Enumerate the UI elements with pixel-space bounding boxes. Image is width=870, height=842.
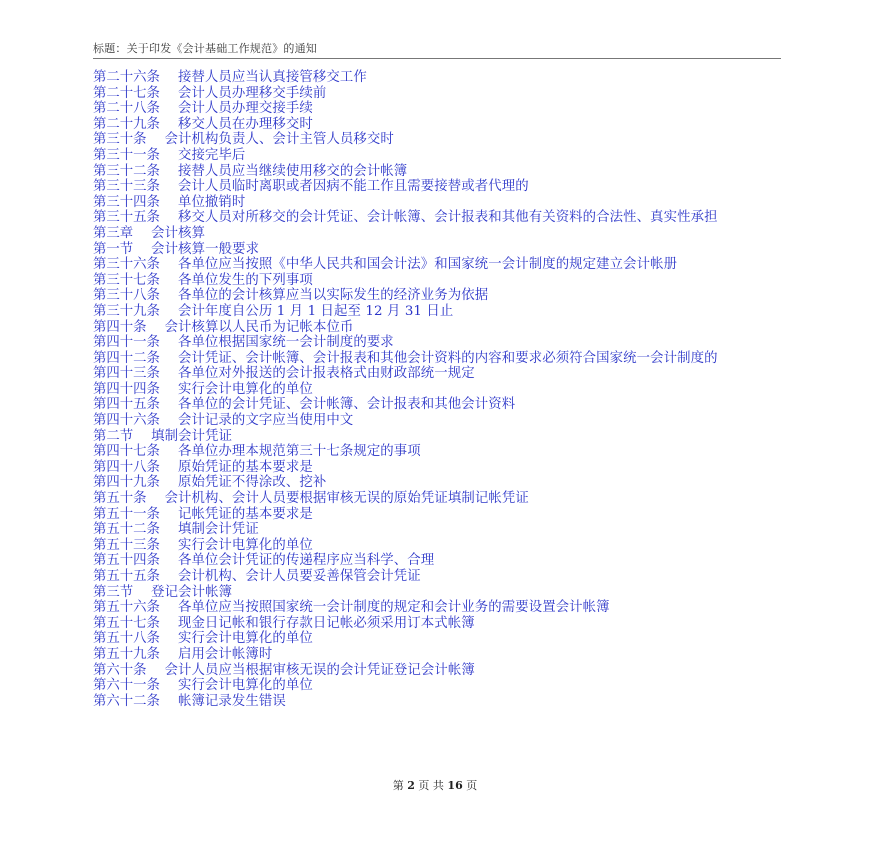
toc-item-number: 第二十六条 xyxy=(93,70,160,85)
toc-item[interactable] xyxy=(93,117,781,133)
toc-item-number: 第四十二条 xyxy=(93,350,160,366)
footer-total-pages: 16 xyxy=(447,779,463,792)
toc-item-number: 第二节 xyxy=(93,428,134,444)
toc-item-text: 现金日记帐和银行存款日记帐必须采用订本式帐簿 xyxy=(177,615,475,631)
toc-item-number: 第一节 xyxy=(93,241,134,257)
toc-item-text: 接替人员应当认真接管移交工作 xyxy=(177,70,367,85)
toc-item[interactable] xyxy=(93,335,781,351)
toc-item-text: 填制会计凭证 xyxy=(151,428,233,444)
toc-item-number: 第四十七条 xyxy=(93,444,160,460)
toc-item-number: 第二十七条 xyxy=(93,85,160,101)
toc-item-text: 单位撤销时 xyxy=(177,194,246,210)
toc-item-text: 会计年度自公历 1 月 1 日起至 12 月 31 日止 xyxy=(177,303,454,319)
toc-item[interactable] xyxy=(93,569,781,585)
toc-item[interactable] xyxy=(93,351,781,367)
toc-item-number: 第六十二条 xyxy=(93,693,160,709)
toc-item-number: 第五十一条 xyxy=(93,506,160,522)
toc-item-number: 第四十八条 xyxy=(93,459,160,475)
toc-item[interactable] xyxy=(93,585,781,601)
toc-item[interactable] xyxy=(93,600,781,616)
toc-item-text: 各单位会计凭证的传递程序应当科学、合理 xyxy=(177,553,435,569)
toc-item-number: 第三十九条 xyxy=(93,303,160,319)
toc-item-number: 第五十八条 xyxy=(93,631,160,647)
page-header-title: 标题：关于印发《会计基础工作规范》的通知 xyxy=(93,42,317,55)
footer-suffix: 页 xyxy=(466,779,478,792)
footer-middle: 页 共 xyxy=(418,779,444,792)
footer-prefix: 第 xyxy=(392,779,404,792)
toc-item-number: 第五十三条 xyxy=(93,537,160,553)
toc-item[interactable] xyxy=(93,242,781,258)
toc-item-text: 各单位应当按照国家统一会计制度的规定和会计业务的需要设置会计帐簿 xyxy=(177,600,610,616)
toc-item[interactable] xyxy=(93,320,781,336)
toc-item[interactable] xyxy=(93,429,781,445)
toc-item-number: 第六十一条 xyxy=(93,678,160,694)
toc-item-text: 各单位办理本规范第三十七条规定的事项 xyxy=(177,444,421,460)
toc-item[interactable] xyxy=(93,304,781,320)
toc-item[interactable] xyxy=(93,195,781,211)
toc-item-number: 第四十条 xyxy=(93,319,147,335)
toc-item-text: 会计核算以人民币为记帐本位币 xyxy=(164,319,354,335)
toc-item[interactable] xyxy=(93,86,781,102)
toc-item-text: 帐簿记录发生错误 xyxy=(177,693,286,709)
toc-item-number: 第五十七条 xyxy=(93,615,160,631)
toc-item[interactable] xyxy=(93,647,781,663)
toc-item-number: 第四十九条 xyxy=(93,475,160,491)
toc-item[interactable] xyxy=(93,678,781,694)
toc-item-text: 实行会计电算化的单位 xyxy=(177,678,313,694)
toc-item-text: 原始凭证的基本要求是 xyxy=(177,459,313,475)
toc-item-text: 交接完毕后 xyxy=(177,147,246,163)
toc-item[interactable] xyxy=(93,70,781,86)
toc-item-number: 第六十条 xyxy=(93,662,147,678)
toc-item-number: 第四十三条 xyxy=(93,366,160,382)
toc-item-number: 第五十五条 xyxy=(93,569,160,584)
toc-item-text: 会计记录的文字应当使用中文 xyxy=(177,413,354,429)
toc-item-text: 会计人员办理移交手续前 xyxy=(177,85,327,101)
footer-page-number: 2 xyxy=(407,779,415,792)
toc-list xyxy=(93,70,781,709)
toc-item-text: 会计核算 xyxy=(151,225,206,241)
toc-item[interactable] xyxy=(93,522,781,538)
toc-item-number: 第四十四条 xyxy=(93,381,160,397)
toc-item-number: 第三十四条 xyxy=(93,194,160,210)
toc-item[interactable] xyxy=(93,507,781,523)
toc-item[interactable] xyxy=(93,663,781,679)
toc-item-number: 第三十八条 xyxy=(93,288,160,304)
toc-item-text: 会计人员办理交接手续 xyxy=(177,101,313,117)
toc-item-text: 各单位的会计凭证、会计帐簿、会计报表和其他会计资料 xyxy=(177,397,516,413)
toc-item-text: 会计人员应当根据审核无误的会计凭证登记会计帐簿 xyxy=(164,662,475,678)
toc-item[interactable] xyxy=(93,553,781,569)
toc-item-text: 启用会计帐簿时 xyxy=(177,646,273,662)
toc-item-text: 实行会计电算化的单位 xyxy=(177,381,313,397)
toc-item-text: 接替人员应当继续使用移交的会计帐簿 xyxy=(177,163,408,179)
toc-item[interactable] xyxy=(93,538,781,554)
toc-item-number: 第三十五条 xyxy=(93,210,160,226)
toc-item-number: 第四十一条 xyxy=(93,335,160,351)
toc-item-number: 第三十三条 xyxy=(93,179,160,195)
toc-item-number: 第三十二条 xyxy=(93,163,160,179)
toc-item-text: 各单位的会计核算应当以实际发生的经济业务为依据 xyxy=(177,288,489,304)
toc-item-text: 各单位对外报送的会计报表格式由财政部统一规定 xyxy=(177,366,475,382)
toc-item[interactable] xyxy=(93,694,781,710)
toc-item[interactable] xyxy=(93,475,781,491)
toc-item[interactable] xyxy=(93,226,781,242)
toc-item-text: 记帐凭证的基本要求是 xyxy=(177,506,313,522)
toc-item[interactable] xyxy=(93,101,781,117)
toc-item-number: 第二十九条 xyxy=(93,116,160,132)
toc-item-text: 会计凭证、会计帐簿、会计报表和其他会计资料的内容和要求必须符合国家统一会计制度的 xyxy=(177,350,718,366)
toc-item[interactable] xyxy=(93,148,781,164)
toc-item-number: 第三十一条 xyxy=(93,147,160,163)
toc-item[interactable] xyxy=(93,491,781,507)
toc-item-number: 第五十四条 xyxy=(93,553,160,569)
toc-item-number: 第五十条 xyxy=(93,491,147,507)
toc-item[interactable] xyxy=(93,382,781,398)
toc-item-text: 实行会计电算化的单位 xyxy=(177,631,313,647)
toc-item-number: 第三十条 xyxy=(93,132,147,148)
toc-item[interactable] xyxy=(93,210,781,226)
toc-item-text: 会计机构、会计人员要妥善保管会计凭证 xyxy=(177,569,421,584)
toc-item-number: 第四十六条 xyxy=(93,413,160,429)
toc-item-number: 第三章 xyxy=(93,225,134,241)
toc-item-text: 各单位应当按照《中华人民共和国会计法》和国家统一会计制度的规定建立会计帐册 xyxy=(177,257,678,273)
toc-item[interactable] xyxy=(93,616,781,632)
toc-item-text: 原始凭证不得涂改、挖补 xyxy=(177,475,327,491)
toc-item[interactable] xyxy=(93,179,781,195)
page-footer xyxy=(0,777,870,793)
toc-item[interactable] xyxy=(93,366,781,382)
toc-item-text: 各单位根据国家统一会计制度的要求 xyxy=(177,335,394,351)
toc-item-text: 登记会计帐簿 xyxy=(151,584,233,600)
toc-item-number: 第二十八条 xyxy=(93,101,160,117)
toc-item[interactable] xyxy=(93,273,781,289)
toc-item[interactable] xyxy=(93,397,781,413)
toc-item-text: 会计核算一般要求 xyxy=(151,241,260,257)
toc-item[interactable] xyxy=(93,444,781,460)
toc-item-text: 填制会计凭证 xyxy=(177,522,259,538)
toc-item-text: 会计机构负责人、会计主管人员移交时 xyxy=(164,132,394,148)
toc-item-text: 会计人员临时离职或者因病不能工作且需要接替或者代理的 xyxy=(177,179,529,195)
toc-item-number: 第五十二条 xyxy=(93,522,160,538)
toc-item-text: 各单位发生的下列事项 xyxy=(177,272,313,288)
toc-item-number: 第五十九条 xyxy=(93,646,160,662)
header-divider xyxy=(93,58,781,59)
toc-item-text: 会计机构、会计人员要根据审核无误的原始凭证填制记帐凭证 xyxy=(164,491,529,507)
toc-item[interactable] xyxy=(93,631,781,647)
toc-item-number: 第三节 xyxy=(93,584,134,600)
toc-item[interactable] xyxy=(93,164,781,180)
toc-item[interactable] xyxy=(93,288,781,304)
toc-item[interactable] xyxy=(93,460,781,476)
toc-item[interactable] xyxy=(93,413,781,429)
toc-item-number: 第三十七条 xyxy=(93,272,160,288)
toc-item-number: 第三十六条 xyxy=(93,257,160,273)
toc-item-text: 移交人员在办理移交时 xyxy=(177,116,313,132)
toc-item-number: 第五十六条 xyxy=(93,600,160,616)
toc-item[interactable] xyxy=(93,257,781,273)
toc-item-text: 移交人员对所移交的会计凭证、会计帐簿、会计报表和其他有关资料的合法性、真实性承担 xyxy=(177,210,718,226)
toc-item-number: 第四十五条 xyxy=(93,397,160,413)
toc-item[interactable] xyxy=(93,132,781,148)
toc-item-text: 实行会计电算化的单位 xyxy=(177,537,313,553)
